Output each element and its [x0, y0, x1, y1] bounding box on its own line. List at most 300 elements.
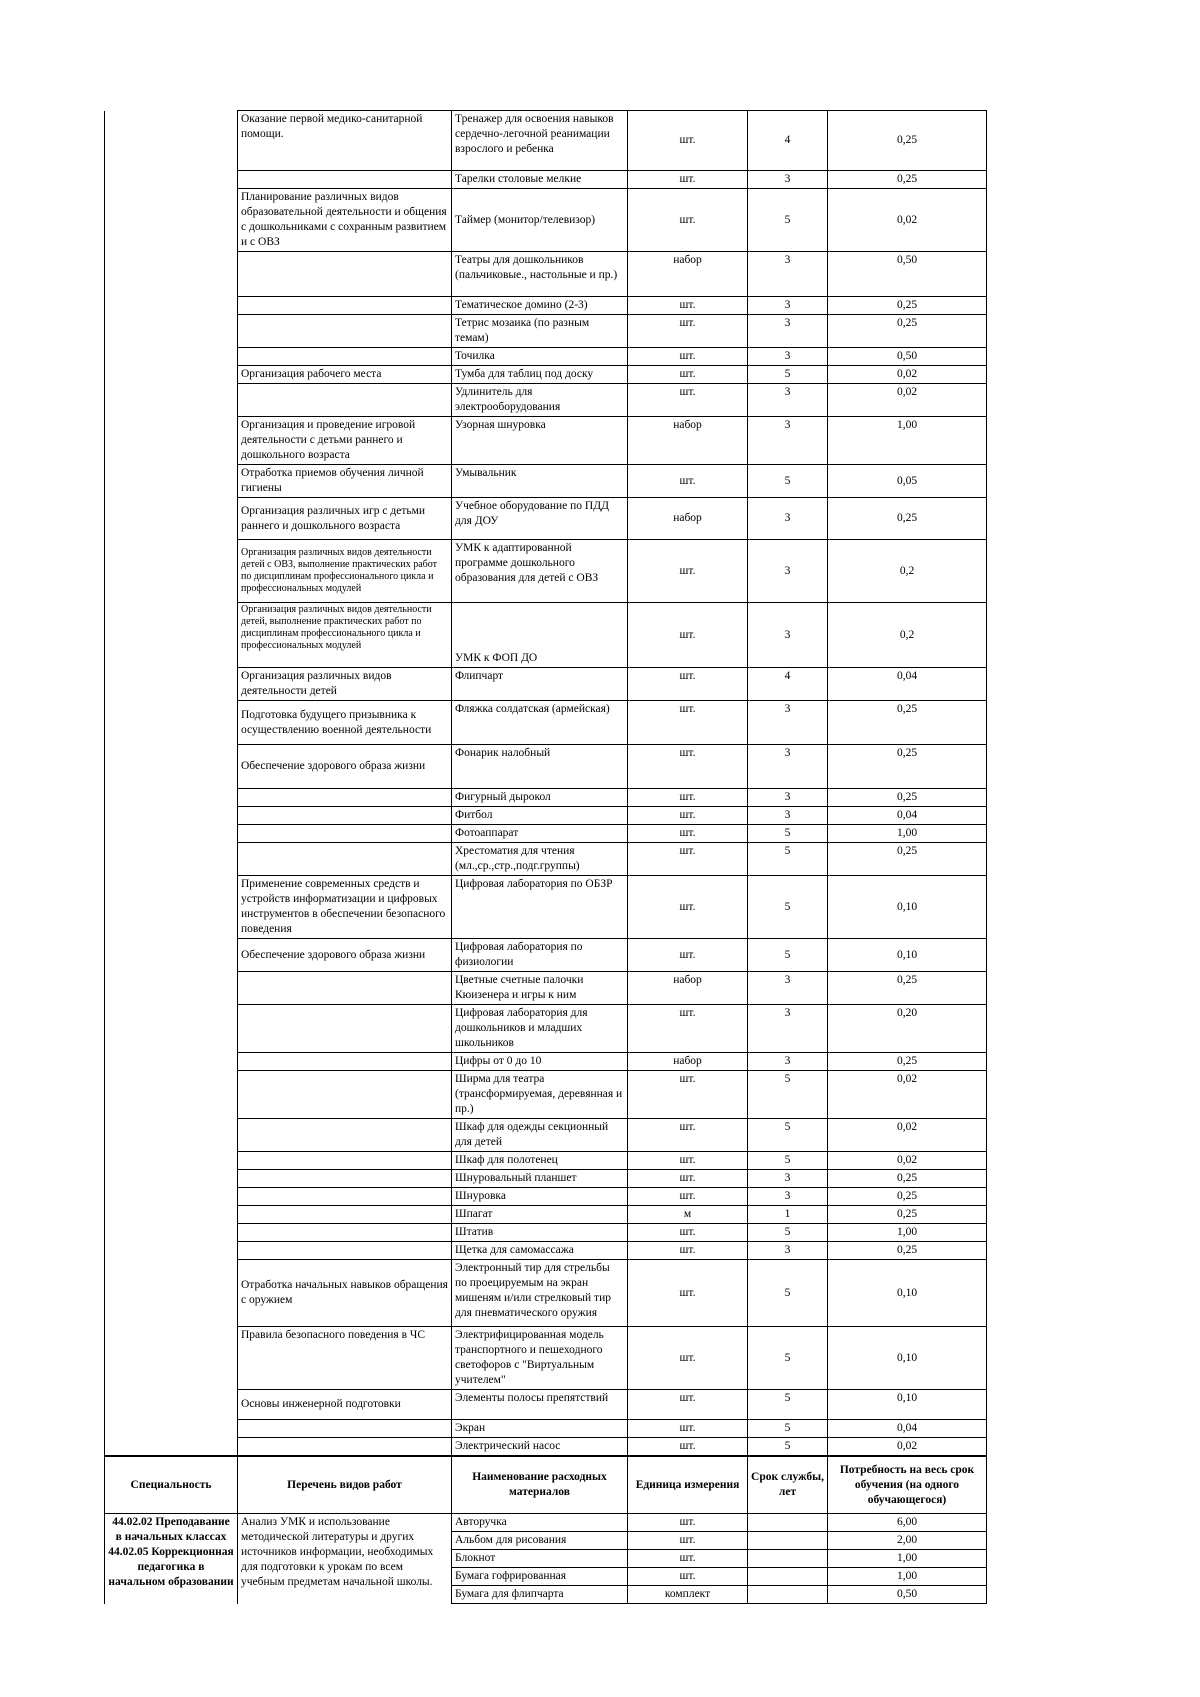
- table-row: [105, 348, 987, 366]
- work-cell: Обеспечение здорового образа жизни: [238, 939, 452, 972]
- unit-cell: шт.: [628, 384, 748, 417]
- unit-cell: набор: [628, 1053, 748, 1071]
- unit-cell: шт.: [628, 1514, 748, 1532]
- material-cell: Цифровая лаборатория для дошкольников и младших школьников: [452, 1005, 628, 1053]
- work-cell: [238, 1242, 452, 1260]
- need-cell: 0,02: [828, 384, 987, 417]
- table-row: [105, 252, 987, 297]
- term-cell: 5: [748, 1438, 828, 1457]
- material-cell: Тумба для таблиц под доску: [452, 366, 628, 384]
- specialty-cell: [105, 111, 238, 171]
- need-cell: 2,00: [828, 1532, 987, 1550]
- need-cell: 0,10: [828, 1327, 987, 1390]
- work-cell: [238, 789, 452, 807]
- specialty-cell: [105, 417, 238, 465]
- need-cell: 0,25: [828, 111, 987, 171]
- need-cell: 0,04: [828, 668, 987, 701]
- term-cell: 5: [748, 465, 828, 498]
- material-cell: Шпагат: [452, 1206, 628, 1224]
- term-cell: 3: [748, 1170, 828, 1188]
- material-cell: Бумага для флипчарта: [452, 1586, 628, 1604]
- term-cell: 3: [748, 789, 828, 807]
- work-cell: Планирование различных видов образовательной деятельности и общения с дошкольниками с сохранным развитием и с ОВЗ: [238, 189, 452, 252]
- need-cell: 0,25: [828, 1170, 987, 1188]
- table-row: [105, 189, 987, 252]
- unit-cell: шт.: [628, 171, 748, 189]
- unit-cell: шт.: [628, 1242, 748, 1260]
- work-cell: Организация рабочего места: [238, 366, 452, 384]
- unit-cell: набор: [628, 252, 748, 297]
- table-row: [105, 1119, 987, 1152]
- specialty-cell: [105, 789, 238, 807]
- need-cell: 0,25: [828, 498, 987, 540]
- material-cell: Тренажер для освоения навыков сердечно-легочной реанимации взрослого и ребенка: [452, 111, 628, 171]
- unit-cell: набор: [628, 972, 748, 1005]
- term-cell: 5: [748, 1071, 828, 1119]
- unit-cell: шт.: [628, 465, 748, 498]
- need-cell: 0,2: [828, 603, 987, 668]
- material-cell: Цветные счетные палочки Кюизенера и игры к ним: [452, 972, 628, 1005]
- header-row: [105, 1456, 987, 1514]
- material-cell: Тарелки столовые мелкие: [452, 171, 628, 189]
- specialty-cell: [105, 825, 238, 843]
- table-row: [105, 668, 987, 701]
- specialty-cell: [105, 465, 238, 498]
- specialty-cell: [105, 701, 238, 745]
- term-cell: 5: [748, 843, 828, 876]
- table-row: [105, 745, 987, 789]
- material-cell: Электронный тир для стрельбы по проецируемым на экран мишеням и/или стрелковый тир для пневматического оружия: [452, 1260, 628, 1327]
- material-cell: Шнуровка: [452, 1188, 628, 1206]
- specialty-cell: [105, 1206, 238, 1224]
- term-cell: 5: [748, 1260, 828, 1327]
- need-cell: 0,50: [828, 348, 987, 366]
- term-cell: 3: [748, 972, 828, 1005]
- work-cell: [238, 297, 452, 315]
- table-row: [105, 701, 987, 745]
- material-cell: Точилка: [452, 348, 628, 366]
- need-cell: 0,10: [828, 876, 987, 939]
- need-cell: 0,02: [828, 1071, 987, 1119]
- work-cell: Отработка приемов обучения личной гигиены: [238, 465, 452, 498]
- work-cell: [238, 1206, 452, 1224]
- material-cell: Щетка для самомассажа: [452, 1242, 628, 1260]
- material-cell: Шкаф для одежды секционный для детей: [452, 1119, 628, 1152]
- work-cell: [238, 825, 452, 843]
- need-cell: 0,25: [828, 745, 987, 789]
- table-row: [105, 1420, 987, 1438]
- unit-cell: шт.: [628, 1188, 748, 1206]
- need-cell: 0,10: [828, 939, 987, 972]
- material-cell: Электрический насос: [452, 1438, 628, 1457]
- unit-cell: набор: [628, 498, 748, 540]
- term-cell: 3: [748, 745, 828, 789]
- work-cell: [238, 1170, 452, 1188]
- term-cell: 3: [748, 1242, 828, 1260]
- term-cell: 3: [748, 1005, 828, 1053]
- need-cell: 0,25: [828, 1206, 987, 1224]
- term-cell: [748, 1586, 828, 1604]
- table-row: [105, 1224, 987, 1242]
- term-cell: 4: [748, 111, 828, 171]
- table-row: [105, 876, 987, 939]
- table-row: [105, 498, 987, 540]
- specialty-cell: [105, 1327, 238, 1390]
- table-row: [105, 939, 987, 972]
- need-cell: 0,02: [828, 1152, 987, 1170]
- need-cell: 1,00: [828, 417, 987, 465]
- specialty-cell: [105, 1420, 238, 1438]
- specialty-cell: [105, 1170, 238, 1188]
- specialty-cell: [105, 1071, 238, 1119]
- need-cell: 0,02: [828, 1438, 987, 1457]
- material-cell: Тематическое домино (2-3): [452, 297, 628, 315]
- need-cell: 6,00: [828, 1514, 987, 1532]
- term-cell: 5: [748, 189, 828, 252]
- work-cell: Организация различных игр с детьми раннего и дошкольного возраста: [238, 498, 452, 540]
- term-cell: 5: [748, 1224, 828, 1242]
- unit-cell: шт.: [628, 348, 748, 366]
- table-row: [105, 807, 987, 825]
- work-cell: [238, 1053, 452, 1071]
- table-body-part2: [105, 1456, 987, 1514]
- specialty-cell: [105, 171, 238, 189]
- table-row: [105, 1152, 987, 1170]
- work-cell: [238, 807, 452, 825]
- work-cell: Основы инженерной подготовки: [238, 1390, 452, 1420]
- header-materials: Наименование расходных материалов: [452, 1456, 628, 1514]
- work-cell: [238, 1005, 452, 1053]
- table-body-section2: [105, 1514, 987, 1604]
- need-cell: 0,25: [828, 1242, 987, 1260]
- material-cell: Ширма для театра (трансформируемая, деревянная и пр.): [452, 1071, 628, 1119]
- need-cell: 0,04: [828, 1420, 987, 1438]
- need-cell: 0,25: [828, 972, 987, 1005]
- specialty-cell: [105, 189, 238, 252]
- specialty-cell: [105, 540, 238, 603]
- need-cell: 0,25: [828, 843, 987, 876]
- unit-cell: шт.: [628, 111, 748, 171]
- table-row: [105, 1170, 987, 1188]
- unit-cell: шт.: [628, 1260, 748, 1327]
- work-cell: [238, 843, 452, 876]
- specialty-cell: [105, 366, 238, 384]
- term-cell: 5: [748, 366, 828, 384]
- unit-cell: шт.: [628, 603, 748, 668]
- need-cell: 0,50: [828, 252, 987, 297]
- table-row: [105, 789, 987, 807]
- specialty-cell: [105, 1152, 238, 1170]
- table-row: [105, 1053, 987, 1071]
- header-need: Потребность на весь срок обучения (на одного обучающегося): [828, 1456, 987, 1514]
- specialty-cell: [105, 972, 238, 1005]
- term-cell: 5: [748, 939, 828, 972]
- unit-cell: шт.: [628, 1327, 748, 1390]
- table-row: [105, 1390, 987, 1420]
- material-cell: Фитбол: [452, 807, 628, 825]
- material-cell: Штатив: [452, 1224, 628, 1242]
- unit-cell: шт.: [628, 1420, 748, 1438]
- work-cell: [238, 1071, 452, 1119]
- work-cell: [238, 1224, 452, 1242]
- material-cell: Фляжка солдатская (армейская): [452, 701, 628, 745]
- material-cell: Умывальник: [452, 465, 628, 498]
- work-cell: Обеспечение здорового образа жизни: [238, 745, 452, 789]
- work-cell: [238, 348, 452, 366]
- term-cell: [748, 1550, 828, 1568]
- term-cell: 5: [748, 876, 828, 939]
- unit-cell: шт.: [628, 1224, 748, 1242]
- materials-table: [104, 110, 987, 1604]
- header-term: Срок службы, лет: [748, 1456, 828, 1514]
- work-cell: Оказание первой медико-санитарной помощи.: [238, 111, 452, 171]
- material-cell: Тетрис мозаика (по разным темам): [452, 315, 628, 348]
- specialty-cell: [105, 297, 238, 315]
- term-cell: 3: [748, 603, 828, 668]
- need-cell: 0,2: [828, 540, 987, 603]
- table-row: [105, 417, 987, 465]
- work-cell: [238, 315, 452, 348]
- work-cell: [238, 384, 452, 417]
- table-row: [105, 1071, 987, 1119]
- specialty-cell: [105, 1188, 238, 1206]
- term-cell: 1: [748, 1206, 828, 1224]
- unit-cell: шт.: [628, 807, 748, 825]
- table-row: [105, 315, 987, 348]
- work-cell: Отработка начальных навыков обращения с оружием: [238, 1260, 452, 1327]
- material-cell: Авторучка: [452, 1514, 628, 1532]
- work-cell: Организация и проведение игровой деятельности с детьми раннего и дошкольного возраста: [238, 417, 452, 465]
- specialty-cell: [105, 498, 238, 540]
- unit-cell: шт.: [628, 745, 748, 789]
- table-row: [105, 1514, 987, 1532]
- term-cell: 3: [748, 417, 828, 465]
- term-cell: [748, 1514, 828, 1532]
- work-cell: Организация различных видов деятельности детей, выполнение практических работ по дисциплинам профессионального цикла и профессиональных модулей: [238, 603, 452, 668]
- need-cell: 0,25: [828, 1188, 987, 1206]
- specialty-cell: [105, 315, 238, 348]
- need-cell: 0,25: [828, 297, 987, 315]
- need-cell: 0,25: [828, 1053, 987, 1071]
- specialty-cell: [105, 939, 238, 972]
- need-cell: 1,00: [828, 1224, 987, 1242]
- material-cell: Учебное оборудование по ПДД для ДОУ: [452, 498, 628, 540]
- table-row: [105, 540, 987, 603]
- term-cell: 3: [748, 498, 828, 540]
- need-cell: 0,05: [828, 465, 987, 498]
- material-cell: УМК к адаптированной программе дошкольного образования для детей с ОВЗ: [452, 540, 628, 603]
- specialty-cell: [105, 745, 238, 789]
- need-cell: 0,20: [828, 1005, 987, 1053]
- unit-cell: шт.: [628, 825, 748, 843]
- specialty-cell: [105, 1260, 238, 1327]
- work-cell: [238, 1438, 452, 1457]
- work-cell: [238, 1119, 452, 1152]
- term-cell: 3: [748, 1188, 828, 1206]
- material-cell: УМК к ФОП ДО: [452, 603, 628, 668]
- term-cell: [748, 1532, 828, 1550]
- unit-cell: м: [628, 1206, 748, 1224]
- specialty-cell: [105, 1005, 238, 1053]
- need-cell: 0,02: [828, 1119, 987, 1152]
- table-row: [105, 1242, 987, 1260]
- specialty-cell: [105, 1438, 238, 1457]
- material-cell: Театры для дошкольников (пальчиковые., настольные и пр.): [452, 252, 628, 297]
- need-cell: 0,10: [828, 1390, 987, 1420]
- material-cell: Цифры от 0 до 10: [452, 1053, 628, 1071]
- material-cell: Экран: [452, 1420, 628, 1438]
- need-cell: 0,02: [828, 366, 987, 384]
- material-cell: Цифровая лаборатория по физиологии: [452, 939, 628, 972]
- term-cell: 3: [748, 1053, 828, 1071]
- table-row: [105, 1005, 987, 1053]
- table-row: [105, 972, 987, 1005]
- unit-cell: шт.: [628, 315, 748, 348]
- term-cell: 5: [748, 1119, 828, 1152]
- unit-cell: шт.: [628, 789, 748, 807]
- need-cell: 0,25: [828, 171, 987, 189]
- table-row: [105, 366, 987, 384]
- unit-cell: шт.: [628, 1071, 748, 1119]
- work-cell: Подготовка будущего призывника к осуществлению военной деятельности: [238, 701, 452, 745]
- material-cell: Фотоаппарат: [452, 825, 628, 843]
- material-cell: Элементы полосы препятствий: [452, 1390, 628, 1420]
- table-row: [105, 603, 987, 668]
- need-cell: 0,50: [828, 1586, 987, 1604]
- specialty-cell: [105, 1390, 238, 1420]
- unit-cell: шт.: [628, 1532, 748, 1550]
- specialty-cell: [105, 876, 238, 939]
- specialty-cell: [105, 348, 238, 366]
- need-cell: 0,02: [828, 189, 987, 252]
- unit-cell: шт.: [628, 366, 748, 384]
- work-cell: [238, 1188, 452, 1206]
- work-cell: [238, 171, 452, 189]
- unit-cell: шт.: [628, 1152, 748, 1170]
- unit-cell: шт.: [628, 939, 748, 972]
- term-cell: [748, 1568, 828, 1586]
- term-cell: 3: [748, 540, 828, 603]
- need-cell: 1,00: [828, 1550, 987, 1568]
- unit-cell: шт.: [628, 1550, 748, 1568]
- term-cell: 3: [748, 384, 828, 417]
- specialty-cell: [105, 603, 238, 668]
- work-cell: [238, 972, 452, 1005]
- material-cell: Шкаф для полотенец: [452, 1152, 628, 1170]
- need-cell: 0,25: [828, 789, 987, 807]
- need-cell: 0,25: [828, 315, 987, 348]
- material-cell: Бумага гофрированная: [452, 1568, 628, 1586]
- material-cell: Удлинитель для электрооборудования: [452, 384, 628, 417]
- material-cell: Цифровая лаборатория по ОБЗР: [452, 876, 628, 939]
- unit-cell: шт.: [628, 1390, 748, 1420]
- table-row: [105, 843, 987, 876]
- table-row: [105, 1438, 987, 1457]
- work-cell: [238, 1152, 452, 1170]
- term-cell: 3: [748, 171, 828, 189]
- unit-cell: шт.: [628, 1568, 748, 1586]
- specialty-cell: [105, 807, 238, 825]
- unit-cell: шт.: [628, 1119, 748, 1152]
- unit-cell: шт.: [628, 1005, 748, 1053]
- table-row: [105, 465, 987, 498]
- material-cell: Узорная шнуровка: [452, 417, 628, 465]
- unit-cell: шт.: [628, 1438, 748, 1457]
- work-cell: Организация различных видов деятельности детей: [238, 668, 452, 701]
- unit-cell: шт.: [628, 668, 748, 701]
- need-cell: 0,25: [828, 701, 987, 745]
- unit-cell: комплект: [628, 1586, 748, 1604]
- table-row: [105, 384, 987, 417]
- material-cell: Электрифицированная модель транспортного и пешеходного светофоров с "Виртуальным учителем": [452, 1327, 628, 1390]
- unit-cell: шт.: [628, 701, 748, 745]
- unit-cell: шт.: [628, 876, 748, 939]
- unit-cell: шт.: [628, 297, 748, 315]
- term-cell: 5: [748, 1390, 828, 1420]
- specialty-cell: 44.02.02 Преподавание в начальных классах 44.02.05 Коррекционная педагогика в начальном образовании: [105, 1514, 238, 1604]
- specialty-cell: [105, 843, 238, 876]
- term-cell: 5: [748, 1327, 828, 1390]
- term-cell: 5: [748, 1420, 828, 1438]
- material-cell: Флипчарт: [452, 668, 628, 701]
- work-cell: [238, 1420, 452, 1438]
- table-row: [105, 1260, 987, 1327]
- specialty-cell: [105, 1119, 238, 1152]
- material-cell: Альбом для рисования: [452, 1532, 628, 1550]
- specialty-cell: [105, 668, 238, 701]
- table-row: [105, 1327, 987, 1390]
- term-cell: 3: [748, 252, 828, 297]
- table-row: [105, 297, 987, 315]
- table-body-part1: [105, 111, 987, 1457]
- material-cell: Фигурный дырокол: [452, 789, 628, 807]
- table-row: [105, 1188, 987, 1206]
- term-cell: 3: [748, 348, 828, 366]
- specialty-cell: [105, 1053, 238, 1071]
- specialty-cell: [105, 384, 238, 417]
- unit-cell: шт.: [628, 540, 748, 603]
- material-cell: Шнуровальный планшет: [452, 1170, 628, 1188]
- term-cell: 4: [748, 668, 828, 701]
- material-cell: Блокнот: [452, 1550, 628, 1568]
- term-cell: 3: [748, 701, 828, 745]
- specialty-cell: [105, 252, 238, 297]
- unit-cell: шт.: [628, 843, 748, 876]
- work-cell: Анализ УМК и использование методической литературы и других источников информации, необходимых для подготовки к урокам по всем учебным предметам начальной школы.: [238, 1514, 452, 1604]
- material-cell: Хрестоматия для чтения (мл.,ср.,стр.,подг.группы): [452, 843, 628, 876]
- work-cell: Правила безопасного поведения в ЧС: [238, 1327, 452, 1390]
- unit-cell: шт.: [628, 189, 748, 252]
- term-cell: 3: [748, 315, 828, 348]
- work-cell: [238, 252, 452, 297]
- table-row: [105, 111, 987, 171]
- work-cell: Организация различных видов деятельности детей с ОВЗ, выполнение практических работ по дисциплинам профессионального цикла и профессиональных модулей: [238, 540, 452, 603]
- header-unit: Единица измерения: [628, 1456, 748, 1514]
- need-cell: 1,00: [828, 825, 987, 843]
- term-cell: 5: [748, 825, 828, 843]
- term-cell: 3: [748, 297, 828, 315]
- need-cell: 0,04: [828, 807, 987, 825]
- unit-cell: набор: [628, 417, 748, 465]
- need-cell: 0,10: [828, 1260, 987, 1327]
- specialty-cell: [105, 1242, 238, 1260]
- work-cell: Применение современных средств и устройств информатизации и цифровых инструментов в обеспечении безопасного поведения: [238, 876, 452, 939]
- table-row: [105, 1206, 987, 1224]
- material-cell: Фонарик налобный: [452, 745, 628, 789]
- material-cell: Таймер (монитор/телевизор): [452, 189, 628, 252]
- need-cell: 1,00: [828, 1568, 987, 1586]
- unit-cell: шт.: [628, 1170, 748, 1188]
